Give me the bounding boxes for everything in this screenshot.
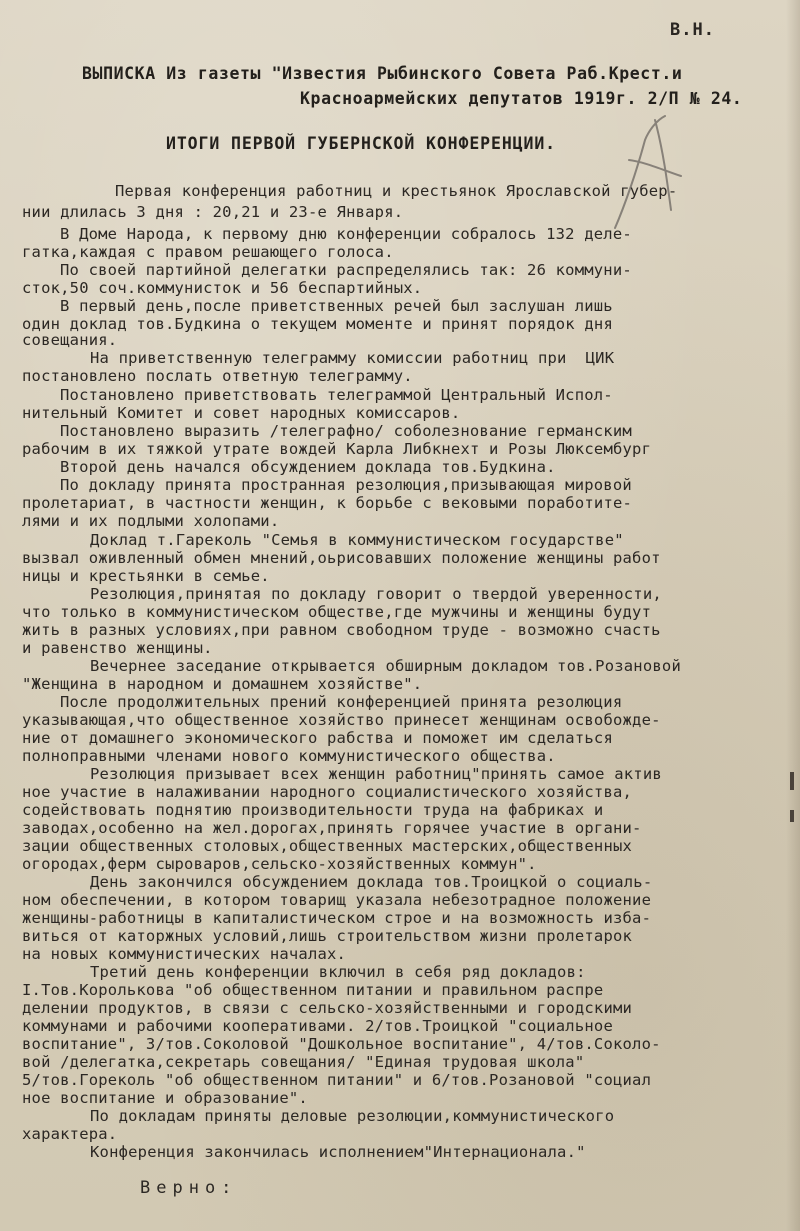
body-line: вой /делегатка,секретарь совещания/ "Единая трудовая школа" [22, 1053, 585, 1071]
body-line: постановлено послать ответную телеграмму. [22, 367, 413, 385]
body-line: Резолюция,принятая по докладу говорит о твердой уверенности, [90, 585, 662, 603]
body-line: воспитание", 3/тов.Соколовой "Дошкольное воспитание", 4/тов.Соколо- [22, 1035, 661, 1053]
body-line: женщины-работницы в капиталистическом строе и на возможность изба- [22, 909, 652, 927]
body-line: 5/тов.Гореколь "об общественном питании" и 6/тов.Розановой "социал [22, 1071, 652, 1089]
body-line: нительный Комитет и совет народных комиссаров. [22, 404, 461, 422]
body-line: вызвал оживленный обмен мнений,оьрисовавших положение женщины работ [22, 549, 661, 567]
body-line: Третий день конференции включил в себя ряд докладов: [90, 963, 586, 981]
margin-mark [790, 772, 794, 790]
body-line: Доклад т.Гареколь "Семья в коммунистическом государстве" [90, 531, 624, 549]
handwritten-mark [585, 110, 695, 240]
body-line: ное участие в налаживании народного социалистического хозяйства, [22, 783, 633, 801]
body-line: что только в коммунистическом обществе,где мужчины и женщины будут [22, 603, 652, 621]
body-line: сток,50 соч.коммунисток и 56 беспартийных. [22, 279, 423, 297]
body-line: делении продуктов, в связи с сельско-хозяйственными и городскими [22, 999, 633, 1017]
body-line: ницы и крестьянки в семье. [22, 567, 270, 585]
corner-initials: В.Н. [670, 20, 715, 40]
body-line: На приветственную телеграмму комиссии работниц при ЦИК [90, 349, 615, 367]
body-line: День закончился обсуждением доклада тов.Троицкой о социаль- [90, 873, 653, 891]
body-line: содействовать поднятию производительности труда на фабриках и [22, 801, 604, 819]
body-line: на новых коммунистических началах. [22, 945, 347, 963]
body-line: По своей партийной делегатки распределялись так: 26 коммуни- [60, 261, 632, 279]
body-line: ние от домашнего экономического рабства и поможет им сделаться [22, 729, 613, 747]
body-line: совещания. [22, 331, 118, 349]
body-line: характера. [22, 1125, 118, 1143]
body-line: По докладу принята пространная резолюция,призывающая мировой [60, 476, 632, 494]
body-line: Постановлено приветствовать телеграммой Центральный Испол- [60, 386, 613, 404]
body-line: Первая конференция работниц и крестьянок Ярославской губер- [115, 182, 678, 200]
body-line: Вечернее заседание открывается обширным докладом тов.Розановой [90, 657, 681, 675]
body-line: Второй день начался обсуждением доклада тов.Будкина. [60, 458, 556, 476]
body-line: и равенство женщины. [22, 639, 213, 657]
body-line: полноправными членами нового коммунистического общества. [22, 747, 556, 765]
body-line: один доклад тов.Будкина о текущем моменте и принят порядок дня [22, 315, 613, 333]
body-line: коммунами и рабочими кооперативами. 2/тов.Троицкой "социальное [22, 1017, 613, 1035]
signature-label: Верно: [140, 1178, 238, 1198]
body-line: Конференция закончилась исполнением"Интернационала." [90, 1143, 586, 1161]
page-edge-shadow [786, 0, 800, 1231]
body-line: ное воспитание и образование". [22, 1089, 308, 1107]
body-line: После продолжительных прений конференцией принята резолюция [60, 693, 623, 711]
body-line: зации общественных столовых,общественных мастерских,общественных [22, 837, 633, 855]
document-title: ИТОГИ ПЕРВОЙ ГУБЕРНСКОЙ КОНФЕРЕНЦИИ. [166, 134, 557, 153]
body-line: Резолюция призывает всех женщин работниц"принять самое актив [90, 765, 662, 783]
body-line: пролетариат, в частности женщин, к борьбе с вековыми поработите- [22, 494, 633, 512]
header-line-2: Красноармейских депутатов 1919г. 2/П № 24. [300, 89, 743, 108]
body-line: В Доме Народа, к первому дню конференции собралось 132 деле- [60, 225, 632, 243]
body-line: виться от каторжных условий,лишь строительством жизни пролетарок [22, 927, 633, 945]
body-line: рабочим в их тяжкой утрате вождей Карла Либкнехт и Розы Люксембург [22, 440, 652, 458]
body-line: ном обеспечении, в котором товарищ указала небезотрадное положение [22, 891, 652, 909]
body-line: В первый день,после приветственных речей был заслушан лишь [60, 297, 613, 315]
body-line: лями и их подлыми холопами. [22, 512, 280, 530]
body-line: I.Тов.Королькова "об общественном питании и правильном распре [22, 981, 604, 999]
body-line: огородах,ферм сыроваров,сельско-хозяйственных коммун". [22, 855, 537, 873]
body-line: нии длилась 3 дня : 20,21 и 23-е Января. [22, 203, 404, 221]
body-line: Постановлено выразить /телеграфно/ соболезнование германским [60, 422, 632, 440]
body-line: жить в разных условиях,при равном свободном труде - возможно счасть [22, 621, 661, 639]
body-line: указывающая,что общественное хозяйство принесет женщинам освобожде- [22, 711, 661, 729]
body-line: По докладам приняты деловые резолюции,коммунистического [90, 1107, 615, 1125]
body-line: заводах,особенно на жел.дорогах,принять горячее участие в органи- [22, 819, 642, 837]
header-line-1: ВЫПИСКА Из газеты "Известия Рыбинского Совета Раб.Крест.и [82, 64, 683, 83]
margin-mark [790, 810, 794, 822]
body-line: гатка,каждая с правом решающего голоса. [22, 243, 394, 261]
body-line: "Женщина в народном и домашнем хозяйстве". [22, 675, 423, 693]
